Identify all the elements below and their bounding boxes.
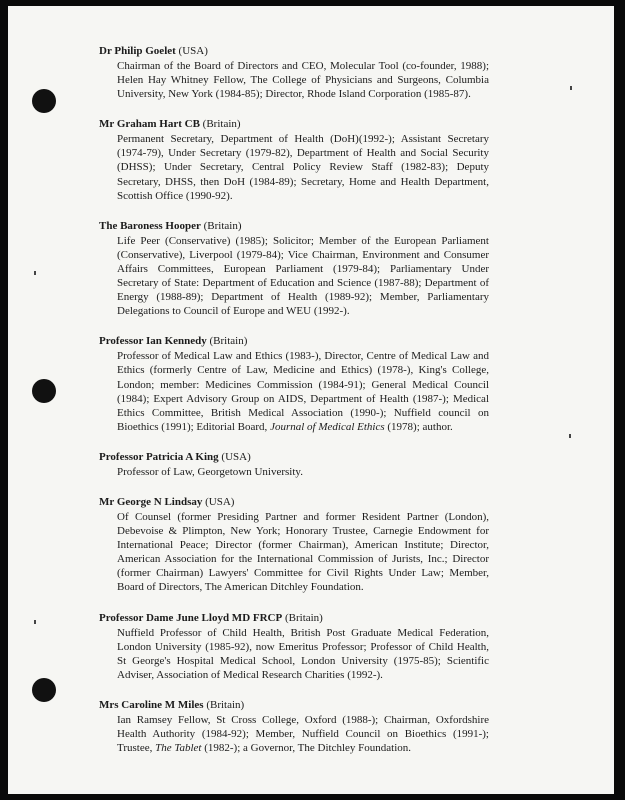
person-heading xyxy=(99,450,489,465)
person-country: (USA) xyxy=(205,495,235,508)
biography-entry xyxy=(99,698,489,755)
biography-text: Permanent Secretary, Department of Health (DoH)(1992-); Assistant Secretary (1974-79), Under Secretary (1979-82), Department of Health and Social Security (DHSS); Under Secretary, Central Policy Review Staff (1982-83); Deputy Secretary, DHSS, then DoH (1984-89); Secretary, Home and Health Department, Scottish Office (1990-92). xyxy=(117,133,489,202)
biography-text: (1978); author. xyxy=(384,420,453,433)
biography-entry xyxy=(99,450,489,479)
person-heading xyxy=(99,44,489,59)
punch-hole xyxy=(32,678,56,702)
person-name: The Baroness Hooper xyxy=(99,219,201,232)
page-mark xyxy=(570,86,572,90)
page-mark xyxy=(569,434,571,438)
person-country: (Britain) xyxy=(203,219,242,232)
person-country: (Britain) xyxy=(202,118,241,131)
biography-text: Professor of Medical Law and Ethics (1983-), Director, Centre of Medical Law and Ethics (formerly Centre of Law, Medicine and Ethics) (1978-), King's College, London; member: Medicines Commission (1984-91); General Medical Council (1984); Expert Advisory Group on AIDS, Department of Health (1987-); Medical Ethics Committee, British Medical Association (1990-); Nuffield council on Bioethics (1991); Editorial Board, xyxy=(117,350,489,433)
person-name: Mr Graham Hart CB xyxy=(99,118,200,131)
person-biography xyxy=(117,713,489,755)
biography-text: (1982-); a Governor, The Ditchley Foundation. xyxy=(201,742,412,755)
person-country: (USA) xyxy=(221,450,251,463)
person-heading xyxy=(99,334,489,349)
person-biography xyxy=(117,626,489,682)
person-country: (Britain) xyxy=(209,335,248,348)
person-name: Professor Dame June Lloyd MD FRCP xyxy=(99,611,283,624)
publication-title: Journal of Medical Ethics xyxy=(270,420,385,433)
person-country: (USA) xyxy=(178,45,208,57)
page-mark xyxy=(34,271,36,275)
punch-hole xyxy=(32,379,56,403)
person-country: (Britain) xyxy=(206,698,245,711)
person-name: Professor Patricia A King xyxy=(99,450,219,463)
biography-entry xyxy=(99,495,489,595)
biography-entry xyxy=(99,219,489,319)
biography-list xyxy=(99,44,489,771)
biography-text: Chairman of the Board of Directors and CEO, Molecular Tool (co-founder, 1988); Helen Hay Whitney Fellow, The College of Physicians and Surgeons, Columbia University, New York (1984-85); Director, Rhode Island Corporation (1985-87). xyxy=(117,60,489,101)
person-biography xyxy=(117,59,489,101)
person-heading xyxy=(99,611,489,626)
person-heading xyxy=(99,219,489,234)
person-heading xyxy=(99,495,489,510)
person-name: Professor Ian Kennedy xyxy=(99,335,207,348)
person-biography xyxy=(117,465,489,479)
person-biography xyxy=(117,349,489,434)
person-biography xyxy=(117,510,489,595)
person-heading xyxy=(99,698,489,713)
biography-entry xyxy=(99,44,489,101)
punch-hole xyxy=(32,89,56,113)
person-heading xyxy=(99,117,489,132)
biography-entry xyxy=(99,117,489,202)
person-country: (Britain) xyxy=(284,611,323,624)
person-biography xyxy=(117,234,489,319)
publication-title: The Tablet xyxy=(155,742,202,755)
biography-entry xyxy=(99,334,489,434)
biography-text: Nuffield Professor of Child Health, British Post Graduate Medical Federation, London University (1985-92), now Emeritus Professor; Professor of Child Health, St George's Hospital Medical School, London University (1975-85); Scientific Adviser, Association of Medical Research Charities (1992-). xyxy=(117,626,489,681)
page-mark xyxy=(34,620,36,624)
person-name: Mrs Caroline M Miles xyxy=(99,698,204,711)
biography-text: Ian Ramsey Fellow, St Cross College, Oxford (1988-); Chairman, Oxfordshire Health Authority (1984-92); Member, Nuffield Council on Bioethics (1991-); Trustee, xyxy=(117,713,489,755)
document-page xyxy=(8,6,614,794)
biography-entry xyxy=(99,611,489,682)
biography-text: Of Counsel (former Presiding Partner and former Resident Partner (London), Debevoise & Plimpton, New York; Honorary Trustee, Carnegie Endowment for International Peace; Director (former Chairman), American Institute; Director, American Association for the International Commission of Jurists, Inc.; Director (former Chairman) Lawyers' Committee for Civil Rights Under Law; Member, Board of Directors, The American Ditchley Foundation. xyxy=(117,510,489,594)
person-name: Dr Philip Goelet xyxy=(99,45,176,57)
person-name: Mr George N Lindsay xyxy=(99,495,203,508)
biography-text: Life Peer (Conservative) (1985); Solicitor; Member of the European Parliament (Conservative), Liverpool (1979-84); Vice Chairman, Environment and Consumer Affairs Committees, European Parliament (1979-84); Parliamentary Under Secretary of State: Department of Education and Science (1987-88); Department of Energy (1988-89); Department of Health (1989-92); Member, Parliamentary Delegations to Council of Europe and WEU (1992-). xyxy=(117,234,489,318)
biography-text: Professor of Law, Georgetown University. xyxy=(117,465,303,478)
person-biography xyxy=(117,132,489,202)
